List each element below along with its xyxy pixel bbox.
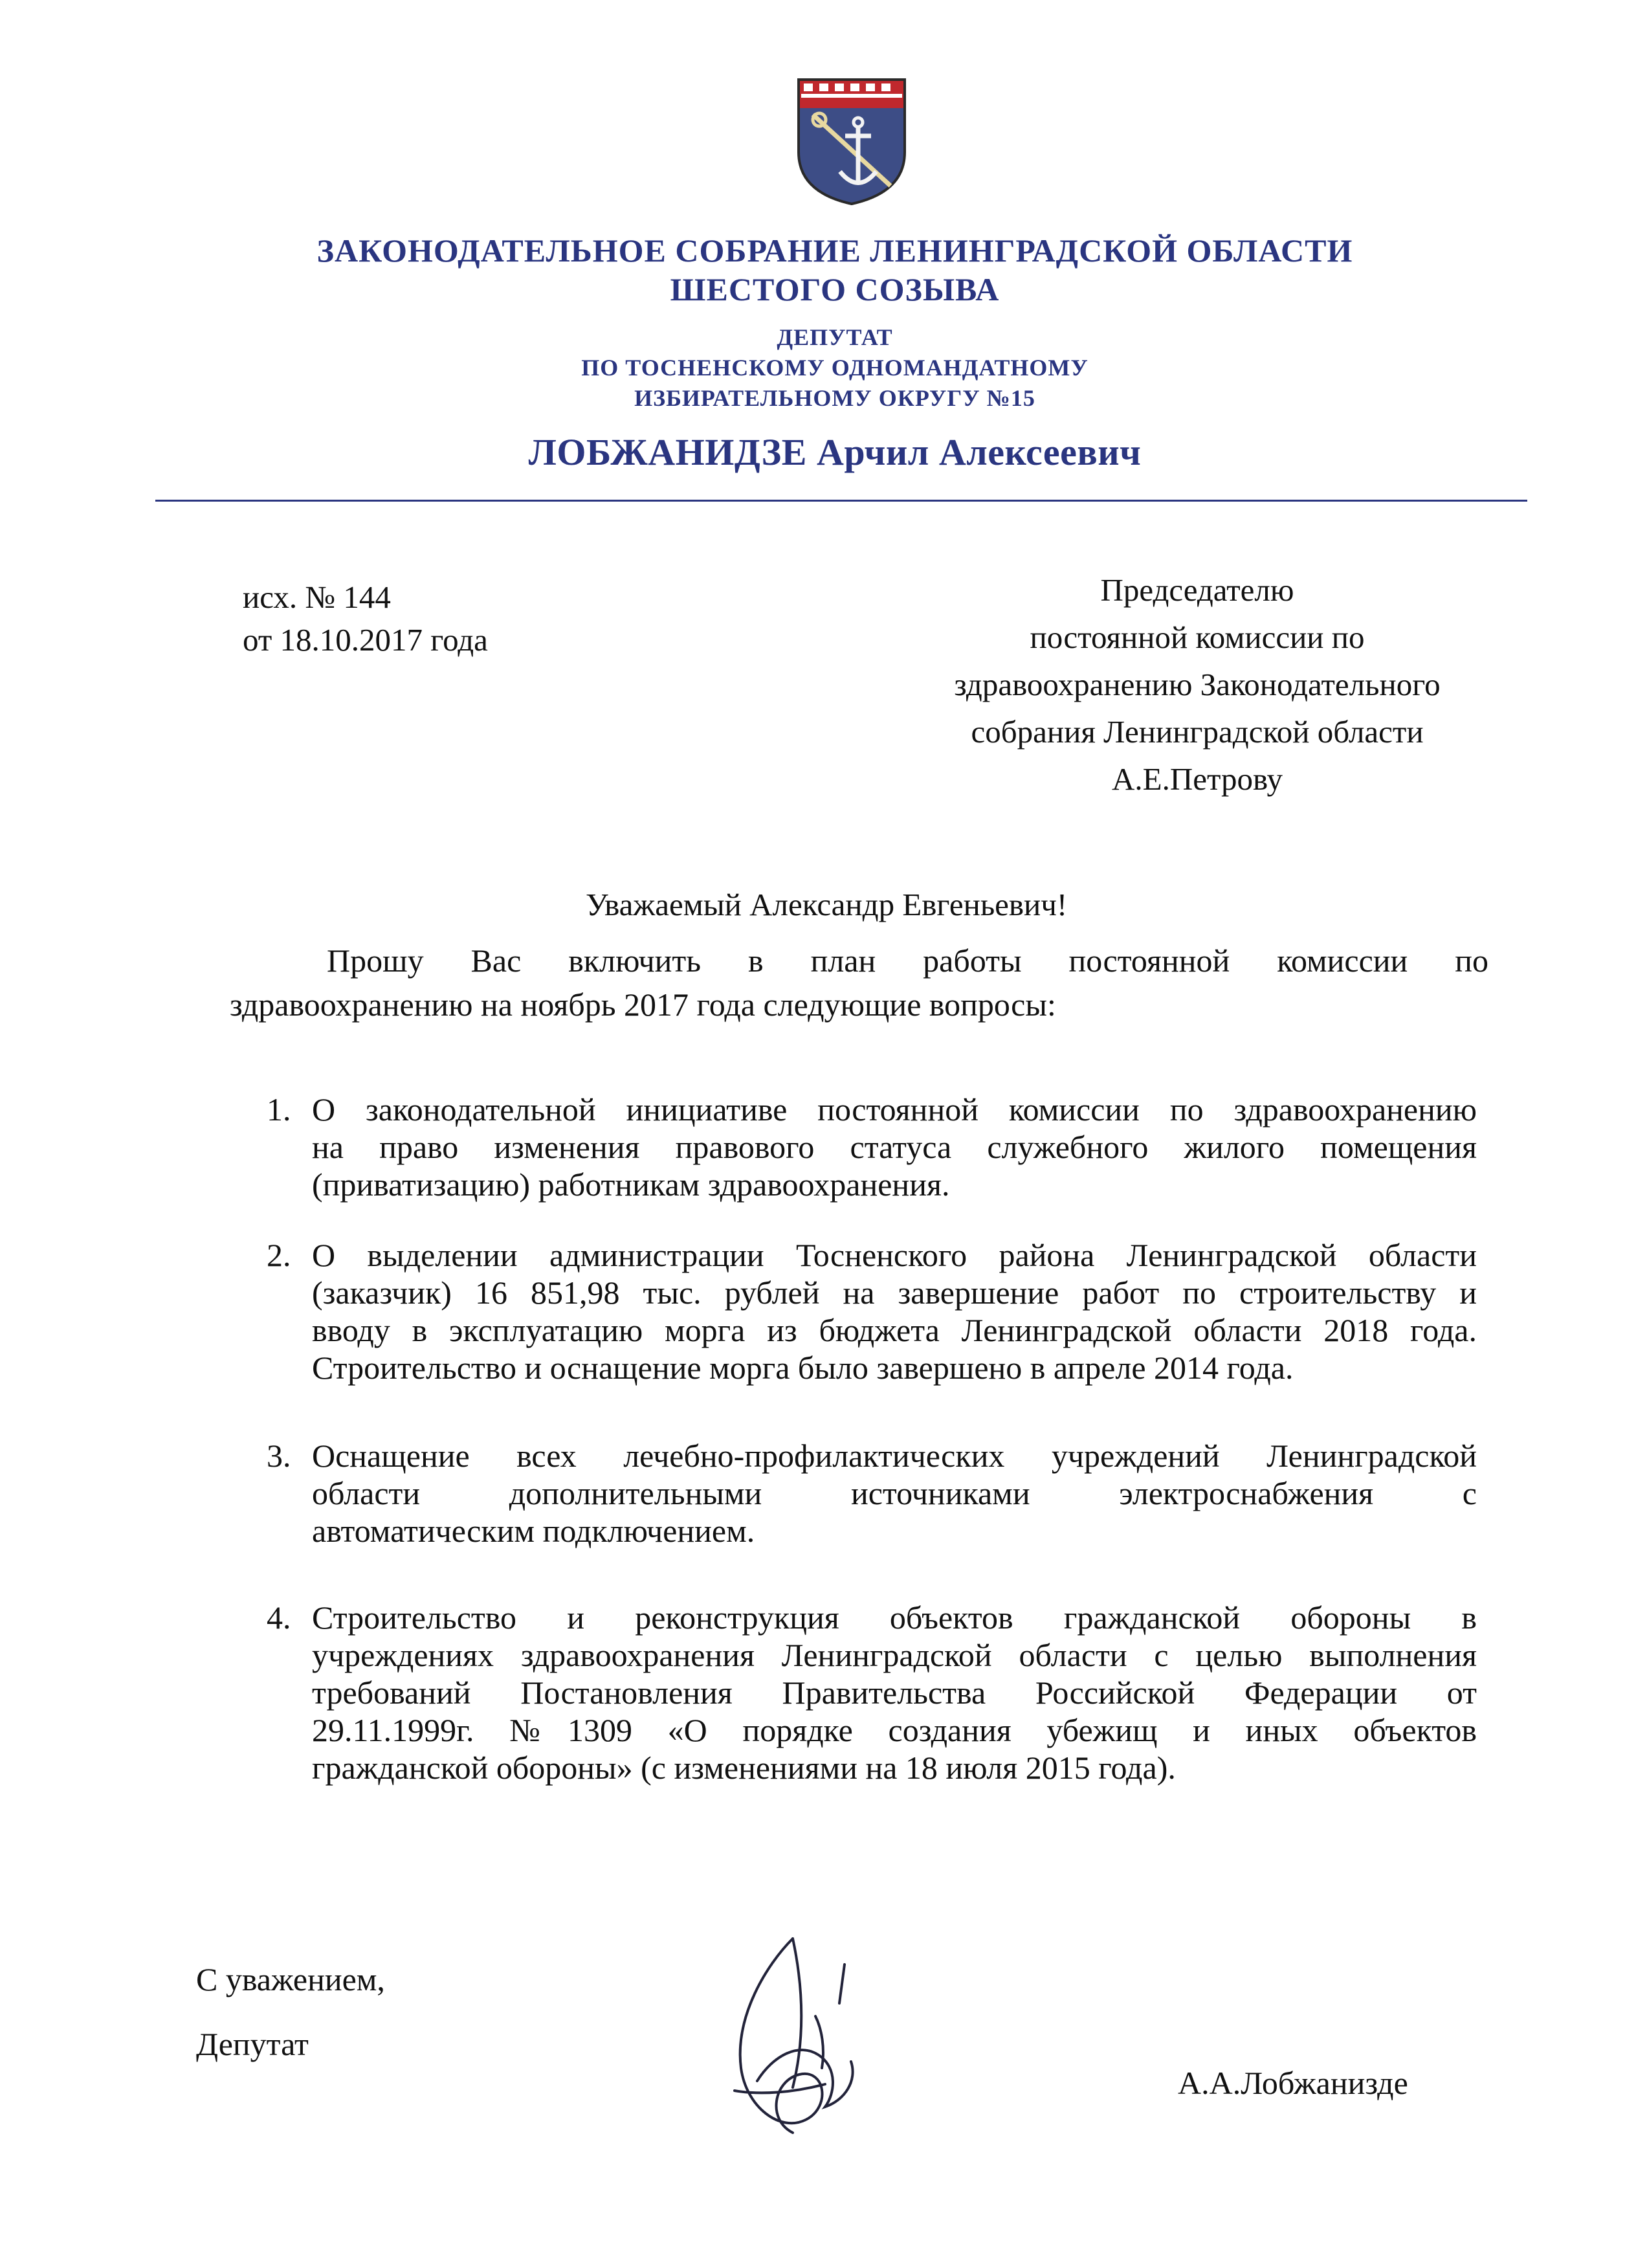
addressee-line: собрания Ленинградской области xyxy=(971,714,1424,750)
list-item-line: Строительство и оснащение морга было завершено в апреле 2014 года. xyxy=(312,1350,1294,1386)
outgoing-date: от 18.10.2017 года xyxy=(243,622,488,658)
deputy-title-line3: ИЗБИРАТЕЛЬНОМУ ОКРУГУ №15 xyxy=(634,385,1035,411)
list-item-line: требований Постановления Правительства Российской Федерации от xyxy=(312,1674,1477,1711)
list-item-line: (заказчик) 16 851,98 тыс. рублей на завершение работ по строительству и xyxy=(312,1274,1477,1311)
letterhead-divider xyxy=(155,500,1527,502)
deputy-title-line1: ДЕПУТАТ xyxy=(777,324,893,350)
addressee-line: А.Е.Петрову xyxy=(1112,761,1283,797)
addressee-line: Председателю xyxy=(1100,572,1294,608)
addressee-line: постоянной комиссии по xyxy=(1030,619,1365,655)
list-item-line: гражданской обороны» (с изменениями на 18 июля 2015 года). xyxy=(312,1750,1176,1786)
outgoing-reference xyxy=(243,576,488,662)
list-item-number: 2. xyxy=(267,1237,291,1273)
list-item-number: 1. xyxy=(267,1091,291,1128)
list-item-line: О выделении администрации Тосненского района Ленинградской области xyxy=(312,1237,1477,1273)
list-item-line: Строительство и реконструкция объектов гражданской обороны в xyxy=(312,1599,1477,1636)
addressee-line: здравоохранению Законодательного xyxy=(954,667,1441,702)
org-title-line2: ШЕСТОГО СОЗЫВА xyxy=(670,271,1000,307)
list-item-line: области дополнительными источниками электроснабжения с xyxy=(312,1475,1477,1511)
deputy-name: ЛОБЖАНИДЗЕ Арчил Алексеевич xyxy=(528,431,1142,473)
intro-line2: здравоохранению на ноябрь 2017 года следующие вопросы: xyxy=(230,986,1056,1023)
closing-position: Депутат xyxy=(196,2026,309,2062)
coat-of-arms-emblem xyxy=(793,74,910,207)
salutation: Уважаемый Александр Евгеньевич! xyxy=(586,887,1068,922)
list-item-line: О законодательной инициативе постоянной комиссии по здравоохранению xyxy=(312,1091,1477,1128)
list-item-line: вводу в эксплуатацию морга из бюджета Ленинградской области 2018 года. xyxy=(312,1312,1477,1348)
list-item-line: на право изменения правового статуса служебного жилого помещения xyxy=(312,1129,1477,1165)
list-item-number: 3. xyxy=(267,1438,291,1474)
intro-line1: Прошу Вас включить в план работы постоянной комиссии по xyxy=(327,942,1488,979)
list-item-number: 4. xyxy=(267,1599,291,1636)
outgoing-number: исх. № 144 xyxy=(243,579,391,615)
list-item-line: (приватизацию) работникам здравоохранения. xyxy=(312,1166,950,1203)
list-item-line: автоматическим подключением. xyxy=(312,1513,755,1549)
list-item-line: Оснащение всех лечебно-профилактических учреждений Ленинградской xyxy=(312,1438,1477,1474)
org-title-line1: ЗАКОНОДАТЕЛЬНОЕ СОБРАНИЕ ЛЕНИНГРАДСКОЙ ОБЛАСТИ xyxy=(316,232,1353,269)
list-item-line: учреждениях здравоохранения Ленинградской области с целью выполнения xyxy=(312,1637,1477,1673)
handwritten-signature xyxy=(696,1926,890,2152)
addressee-block xyxy=(874,566,1521,803)
list-item-line: 29.11.1999г. №1309 «О порядке создания убежищ и иных объектов xyxy=(312,1712,1477,1748)
deputy-title-line2: ПО ТОСНЕНСКОМУ ОДНОМАНДАТНОМУ xyxy=(581,355,1089,381)
closing-respect: С уважением, xyxy=(196,1961,385,1997)
signer-name: А.А.Лобжанизде xyxy=(1178,2065,1408,2101)
